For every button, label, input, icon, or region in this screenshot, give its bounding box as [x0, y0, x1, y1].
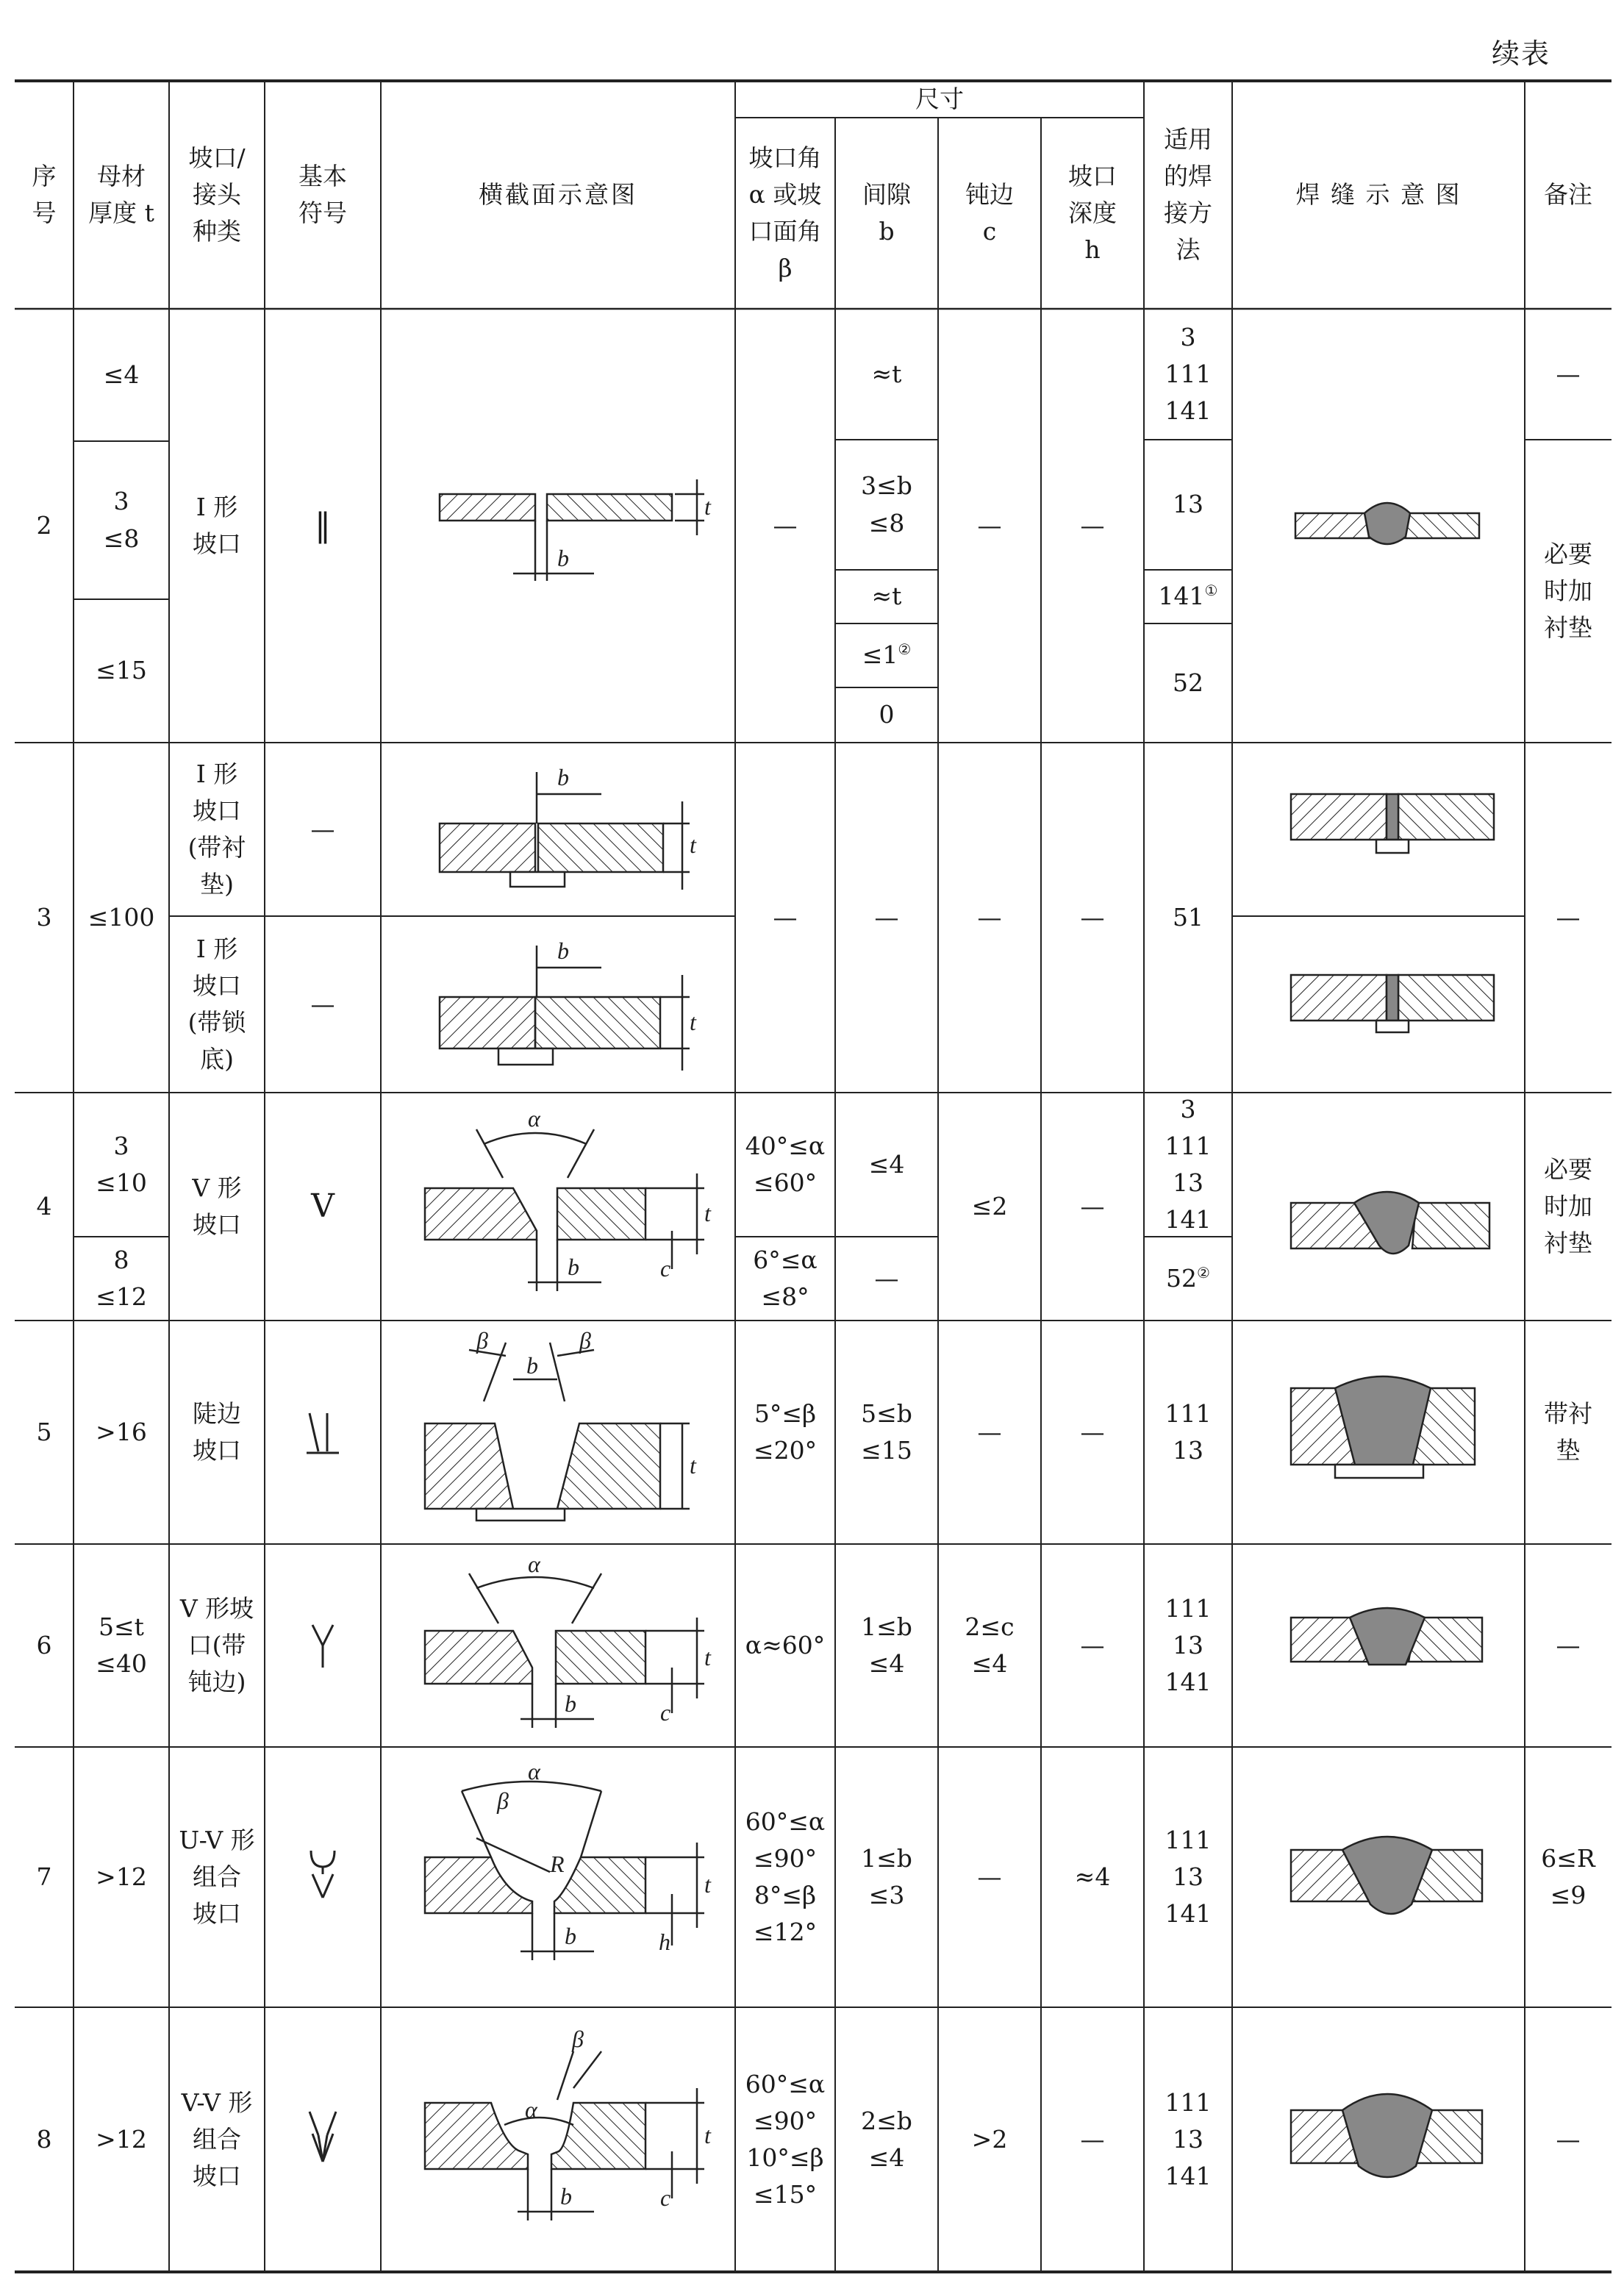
svg-text:t: t: [704, 2122, 711, 2148]
row7-seq: 7: [36, 1862, 52, 1891]
row2-groove-type: I 形 坡口: [193, 492, 241, 558]
row2-process-a: 3 111 141: [1165, 322, 1212, 426]
row2-gap-b: 3≤b ≤8: [861, 471, 912, 537]
row5-thickness: >16: [96, 1417, 147, 1446]
row2-gap-c: ≈t: [871, 582, 902, 611]
row6-weld-sketch: [1232, 1544, 1525, 1747]
row5-depth: —: [1080, 1417, 1105, 1446]
svg-text:b: b: [560, 2183, 572, 2209]
continued-table-caption: 续表: [1491, 37, 1550, 70]
row5-symbol-steep-flank: [265, 1321, 381, 1544]
row2-section-sketch: [381, 309, 735, 743]
row4-angle-b: 6°≤α ≤8°: [753, 1245, 818, 1311]
row2-gap-d: ≤1②: [862, 640, 912, 670]
svg-text:c: c: [660, 2184, 671, 2211]
row3-section-sketch-lock: [381, 916, 735, 1093]
header-section-view: 横截面示意图: [479, 179, 637, 209]
row2-remark-a: —: [1556, 359, 1581, 388]
row8-depth: —: [1080, 2124, 1105, 2154]
row8-seq: 8: [36, 2124, 52, 2154]
row4-groove-type: V 形 坡口: [192, 1173, 242, 1239]
svg-text:t: t: [704, 1871, 711, 1898]
row7-groove-type: U-V 形 组合 坡口: [179, 1825, 255, 1929]
row6-section-sketch: [381, 1544, 735, 1747]
svg-text:α: α: [528, 1105, 540, 1132]
svg-text:h: h: [659, 1929, 670, 1955]
svg-text:b: b: [565, 1690, 576, 1717]
row6-gap: 1≤b ≤4: [861, 1612, 912, 1678]
header-process: 适用 的焊 接方 法: [1164, 124, 1212, 265]
row3-seq: 3: [36, 902, 52, 932]
row6-remark: —: [1556, 1630, 1581, 1659]
row6-depth: —: [1080, 1630, 1105, 1659]
row7-depth: ≈4: [1074, 1862, 1111, 1891]
row4-process-b: 52②: [1166, 1263, 1210, 1293]
row3-angle: —: [773, 902, 798, 932]
row4-remark: 必要 时加 衬垫: [1544, 1154, 1592, 1258]
svg-text:β: β: [497, 1787, 509, 1814]
svg-text:α: α: [528, 1551, 540, 1577]
svg-text:b: b: [526, 1352, 538, 1379]
row2-root-face: —: [977, 510, 1002, 540]
row3-remark: —: [1556, 902, 1581, 932]
row6-root-face: 2≤c ≤4: [965, 1612, 1015, 1678]
svg-text:t: t: [704, 1200, 711, 1226]
row5-section-sketch: [381, 1321, 735, 1544]
svg-text:β: β: [579, 1327, 591, 1354]
row8-remark: —: [1556, 2124, 1581, 2154]
row5-angle: 5°≤β ≤20°: [753, 1398, 818, 1465]
row6-thickness: 5≤t ≤40: [96, 1612, 147, 1678]
row5-gap: 5≤b ≤15: [861, 1398, 912, 1465]
header-thickness: 母材 厚度 t: [88, 161, 154, 227]
row2-remark-b: 必要 时加 衬垫: [1544, 539, 1592, 643]
svg-text:c: c: [660, 1699, 671, 1726]
row5-groove-type: 陡边 坡口: [193, 1398, 241, 1465]
header-remark: 备注: [1544, 179, 1592, 209]
svg-text:b: b: [557, 764, 569, 790]
row7-root-face: —: [977, 1862, 1002, 1891]
row6-seq: 6: [36, 1630, 52, 1659]
row8-groove-type: V-V 形 组合 坡口: [181, 2087, 253, 2191]
row6-process: 111 13 141: [1165, 1593, 1212, 1697]
svg-text:R: R: [550, 1851, 565, 1877]
row3-symbol-a: —: [310, 814, 335, 843]
row3-section-sketch-backing: [381, 743, 735, 916]
row3-gap: —: [874, 902, 899, 932]
row3-symbol-b: —: [310, 989, 335, 1018]
row6-angle: α≈60°: [745, 1630, 826, 1659]
row7-remark: 6≤R ≤9: [1541, 1843, 1595, 1909]
row4-angle-a: 40°≤α ≤60°: [745, 1131, 826, 1197]
header-groove-type: 坡口/ 接头 种类: [188, 143, 246, 246]
row2-thickness-b: 3 ≤8: [103, 487, 140, 553]
row5-root-face: —: [977, 1417, 1002, 1446]
row2-process-d: 52: [1173, 668, 1203, 697]
row7-section-sketch: [381, 1747, 735, 2007]
header-gap: 间隙 b: [862, 179, 911, 246]
svg-text:α: α: [525, 2096, 537, 2123]
row3-weld-sketch-backing: [1232, 743, 1525, 916]
row3-thickness: ≤100: [87, 902, 155, 932]
row4-gap-a: ≤4: [868, 1149, 905, 1179]
row8-symbol-v-v: [265, 2007, 381, 2272]
header-angle: 坡口角 α 或坡 口面角 β: [748, 143, 822, 283]
row8-angle: 60°≤α ≤90° 10°≤β ≤15°: [745, 2069, 826, 2209]
row4-depth: —: [1080, 1191, 1105, 1221]
row6-symbol-y: [265, 1544, 381, 1747]
row2-process-c: 141①: [1158, 582, 1218, 611]
svg-text:c: c: [660, 1255, 671, 1282]
row3-groove-type-b: I 形 坡口 (带锁 底): [187, 934, 246, 1074]
row7-symbol-u-v: [265, 1747, 381, 2007]
row8-root-face: >2: [971, 2124, 1008, 2154]
row3-root-face: —: [977, 902, 1002, 932]
svg-text:b: b: [565, 1923, 576, 1949]
row2-process-b: 13: [1173, 490, 1203, 519]
row5-seq: 5: [36, 1417, 52, 1446]
row8-thickness: >12: [96, 2124, 147, 2154]
row3-process: 51: [1173, 902, 1203, 932]
row2-thickness-c: ≤15: [96, 656, 147, 685]
svg-text:t: t: [690, 832, 696, 858]
svg-text:t: t: [704, 493, 711, 520]
svg-text:b: b: [557, 937, 569, 964]
row4-symbol: V: [311, 1187, 335, 1225]
row4-section-sketch: [381, 1093, 735, 1321]
row2-gap-e: 0: [879, 700, 895, 729]
row7-thickness: >12: [96, 1862, 147, 1891]
svg-text:t: t: [690, 1009, 696, 1035]
svg-text:β: β: [476, 1327, 488, 1354]
row7-gap: 1≤b ≤3: [861, 1843, 912, 1909]
svg-text:b: b: [557, 545, 569, 571]
row4-process-a: 3 111 13 141: [1165, 1094, 1212, 1234]
row7-process: 111 13 141: [1165, 1825, 1212, 1929]
svg-text:t: t: [704, 1644, 711, 1671]
row8-section-sketch: [381, 2007, 735, 2272]
row2-symbol: ‖: [315, 506, 331, 544]
row5-weld-sketch: [1232, 1321, 1525, 1544]
row6-groove-type: V 形坡 口(带 钝边): [179, 1593, 254, 1697]
row4-root-face: ≤2: [971, 1191, 1008, 1221]
header-symbol: 基本 符号: [298, 161, 347, 227]
svg-text:α: α: [528, 1758, 540, 1784]
header-depth: 坡口 深度 h: [1068, 161, 1117, 265]
row2-angle: —: [773, 510, 798, 540]
row2-weld-sketch: [1232, 309, 1525, 743]
header-seq: 序 号: [32, 161, 57, 227]
header-weld-view: 焊 缝 示 意 图: [1295, 179, 1462, 209]
row2-seq: 2: [36, 510, 52, 540]
row2-gap-a: ≈t: [871, 359, 902, 388]
row2-thickness-a: ≤4: [103, 360, 140, 389]
row5-process: 111 13: [1165, 1398, 1212, 1465]
row3-weld-sketch-lock: [1232, 916, 1525, 1093]
row7-angle: 60°≤α ≤90° 8°≤β ≤12°: [745, 1807, 826, 1947]
row8-weld-sketch: [1232, 2007, 1525, 2272]
svg-text:β: β: [572, 2026, 584, 2052]
row4-gap-b: —: [874, 1263, 899, 1293]
row5-remark: 带衬 垫: [1544, 1398, 1592, 1465]
row3-depth: —: [1080, 902, 1105, 932]
row3-groove-type-a: I 形 坡口 (带衬 垫): [187, 759, 246, 899]
row8-process: 111 13 141: [1165, 2087, 1212, 2191]
row4-thickness-a: 3 ≤10: [96, 1131, 147, 1197]
row8-gap: 2≤b ≤4: [861, 2106, 912, 2172]
svg-text:t: t: [690, 1452, 696, 1479]
row4-thickness-b: 8 ≤12: [96, 1245, 147, 1311]
row7-weld-sketch: [1232, 1747, 1525, 2007]
row4-weld-sketch: [1232, 1093, 1525, 1321]
svg-text:b: b: [568, 1254, 579, 1280]
header-root-face: 钝边 c: [965, 179, 1014, 246]
row4-seq: 4: [36, 1191, 52, 1221]
header-dimensions: 尺寸: [915, 84, 964, 113]
row2-depth: —: [1080, 510, 1105, 540]
